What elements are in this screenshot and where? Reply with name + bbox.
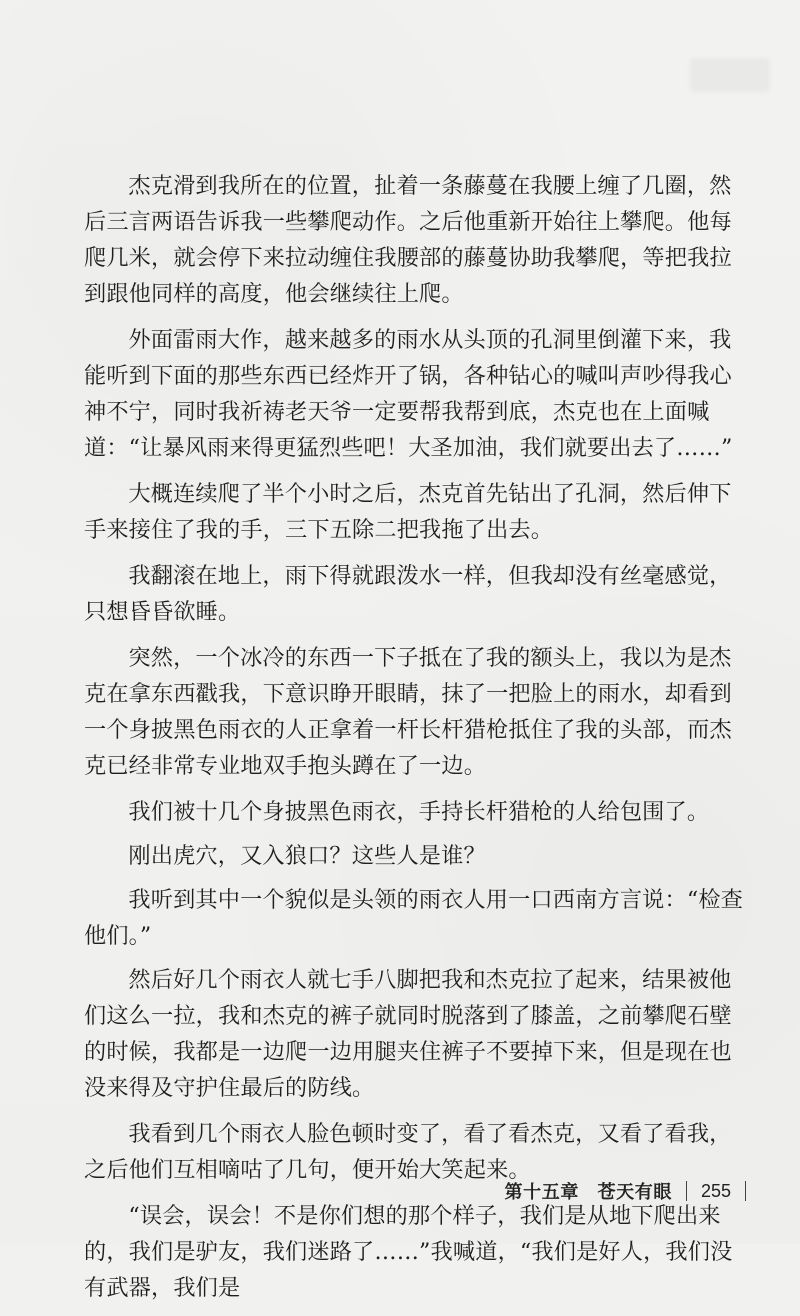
paragraph: “误会，误会！不是你们想的那个样子，我们是从地下爬出来的，我们是驴友，我们迷路了……”我喊道，“我们是好人，我们没有武器，我们是 [84,1203,733,1301]
paragraph: 大概连续爬了半个小时之后，杰克首先钻出了孔洞，然后伸下手来接住了我的手，三下五除二把我拖了出去。 [84,481,732,543]
paragraph: 杰克滑到我所在的位置，扯着一条藤蔓在我腰上缠了几圈，然后三言两语告诉我一些攀爬动作。之后他重新开始往上攀爬。他每爬几米，就会停下来拉动缠住我腰部的藤蔓协助我攀爬，等把我拉到跟他同样的高度，他会继续往上爬。 [84,173,732,307]
paragraph: 然后好几个雨衣人就七手八脚把我和杰克拉了起来，结果被他们这么一拉，我和杰克的裤子就同时脱落到了膝盖，之前攀爬石壁的时候，我都是一边爬一边用腿夹住裤子不要掉下来，但是现在也没来得及守护住最后的防线。 [84,967,732,1101]
body-text [84,168,750,1316]
paragraph: 我看到几个雨衣人脸色顿时变了，看了看杰克，又看了看我，之后他们互相嘀咕了几句，便开始大笑起来。 [84,1121,732,1183]
chapter-title: 第十五章 苍天有眼 [504,1182,672,1203]
footer-divider [745,1181,746,1201]
paragraph: 外面雷雨大作，越来越多的雨水从头顶的孔洞里倒灌下来，我能听到下面的那些东西已经炸开了锅，各种钻心的喊叫声吵得我心神不宁，同时我祈祷老天爷一定要帮我帮到底，杰克也在上面喊道：“让暴风雨来得更猛烈些吧！大圣加油，我们就要出去了……” [84,327,733,461]
page-number: 255 [700,1180,731,1201]
paragraph: 刚出虎穴，又入狼口？这些人是谁？ [128,843,486,869]
paragraph: 我听到其中一个貌似是头领的雨衣人用一口西南方言说：“检查他们。” [84,887,743,949]
paragraph: 我翻滚在地上，雨下得就跟泼水一样，但我却没有丝毫感觉，只想昏昏欲睡。 [84,563,732,625]
page-footer [505,1178,746,1204]
show-through-mark [690,58,770,92]
paragraph: 突然，一个冰冷的东西一下子抵在了我的额头上，我以为是杰克在拿东西戳我，下意识睁开眼睛，抹了一把脸上的雨水，却看到一个身披黑色雨衣的人正拿着一杆长杆猎枪抵住了我的头部，而杰克已经非常专业地双手抱头蹲在了一边。 [84,645,732,779]
paragraph: 我们被十几个身披黑色雨衣，手持长杆猎枪的人给包围了。 [128,799,710,825]
footer-divider [686,1181,687,1201]
